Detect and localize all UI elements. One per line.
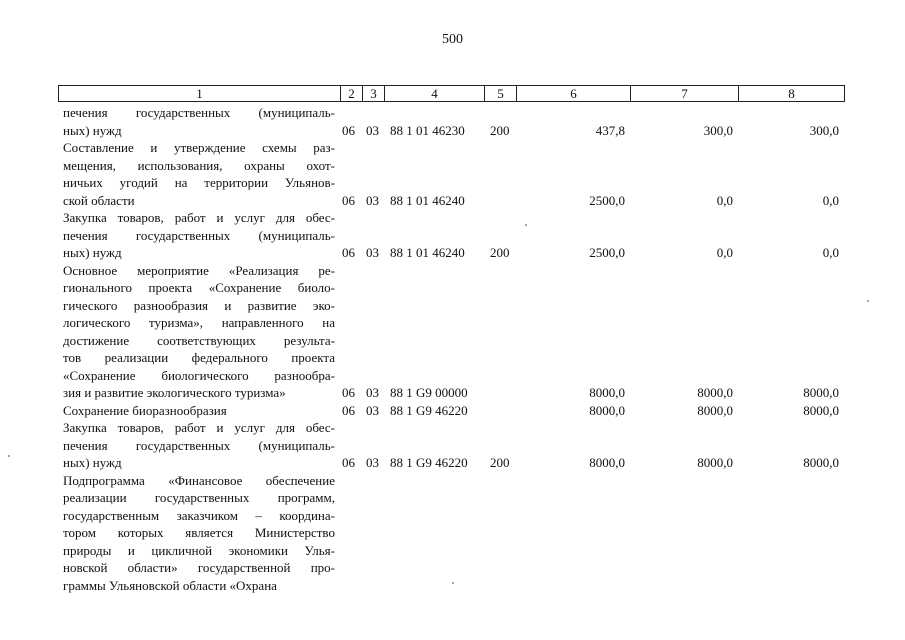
header-col-2: 2 — [341, 86, 363, 101]
cell-amount-col6: 437,8 — [595, 122, 625, 138]
row-values — [0, 122, 905, 140]
scan-speck — [452, 582, 454, 584]
row-values — [0, 402, 905, 420]
cell-subsection: 03 — [366, 245, 379, 260]
cell-amount-col7: 8000,0 — [697, 402, 733, 418]
description-line: печения государственных (муниципаль- — [63, 105, 335, 120]
description-line: ных) нужд — [63, 455, 122, 470]
description-line: гического разнообразия и развитие эко- — [63, 297, 335, 313]
cell-section: 06 — [342, 385, 355, 400]
table-row — [0, 104, 905, 139]
description-line: Закупка товаров, работ и услуг для обес- — [63, 420, 335, 435]
cell-target-article: 88 1 G9 46220 — [390, 402, 468, 418]
row-values — [0, 384, 905, 402]
row-values — [0, 244, 905, 262]
description-line: логического туризма», направленного на — [63, 315, 335, 330]
description-line: достижение соответствующих результа- — [63, 332, 335, 348]
table-row — [0, 472, 905, 595]
cell-amount-col6: 8000,0 — [589, 455, 625, 470]
table-row — [0, 262, 905, 402]
header-col-4: 4 — [385, 86, 485, 101]
table-row — [0, 402, 905, 420]
table-row — [0, 139, 905, 209]
cell-amount-col8: 300,0 — [809, 122, 839, 138]
cell-target-article: 88 1 G9 00000 — [390, 385, 468, 400]
cell-amount-col6: 2500,0 — [589, 245, 625, 260]
description-line: Подпрограмма «Финансовое обеспечение — [63, 472, 335, 488]
description-line: мещения, использования, охраны охот- — [63, 157, 335, 173]
cell-expense-type: 200 — [490, 455, 510, 470]
cell-target-article: 88 1 01 46240 — [390, 192, 465, 208]
header-col-3: 3 — [363, 86, 385, 101]
cell-amount-col8: 8000,0 — [803, 385, 839, 400]
cell-section: 06 — [342, 402, 355, 418]
cell-section: 06 — [342, 455, 355, 470]
cell-subsection: 03 — [366, 122, 379, 138]
row-description — [63, 262, 335, 402]
description-line: печения государственных (муниципаль- — [63, 437, 335, 453]
cell-subsection: 03 — [366, 385, 379, 400]
description-line: гионального проекта «Сохранение биоло- — [63, 280, 335, 295]
cell-amount-col7: 0,0 — [716, 245, 733, 260]
description-line: государственным заказчиком – координа- — [63, 507, 335, 523]
table-header-row — [58, 85, 845, 102]
description-line: Основное мероприятие «Реализация ре- — [63, 262, 335, 278]
cell-expense-type: 200 — [490, 245, 510, 260]
cell-amount-col8: 0,0 — [822, 192, 839, 208]
description-line: природы и цикличной экономики Улья- — [63, 542, 335, 558]
cell-section: 06 — [342, 245, 355, 260]
description-line: «Сохранение биологического разнообра- — [63, 367, 335, 383]
description-line: Закупка товаров, работ и услуг для обес- — [63, 210, 335, 225]
table-row — [0, 419, 905, 472]
description-line: ных) нужд — [63, 122, 122, 138]
description-line: реализации государственных программ, — [63, 490, 335, 505]
cell-amount-col6: 8000,0 — [589, 385, 625, 400]
cell-amount-col7: 0,0 — [716, 192, 733, 208]
cell-amount-col6: 8000,0 — [589, 402, 625, 418]
cell-subsection: 03 — [366, 455, 379, 470]
cell-subsection: 03 — [366, 402, 379, 418]
cell-target-article: 88 1 01 46240 — [390, 245, 465, 260]
cell-amount-col8: 8000,0 — [803, 455, 839, 470]
header-col-8: 8 — [788, 86, 795, 101]
scan-speck — [525, 224, 527, 226]
description-line: тов реализации федерального проекта — [63, 350, 335, 365]
description-line: ничьих угодий на территории Ульянов- — [63, 175, 335, 190]
header-col-7: 7 — [631, 86, 739, 101]
cell-target-article: 88 1 01 46230 — [390, 122, 465, 138]
row-values — [0, 577, 905, 595]
row-values — [0, 454, 905, 472]
cell-amount-col7: 8000,0 — [697, 385, 733, 400]
table-row — [0, 209, 905, 262]
description-line: Составление и утверждение схемы раз- — [63, 140, 335, 155]
description-line: зия и развитие экологического туризма» — [63, 385, 286, 400]
description-line: тором которых является Министерство — [63, 525, 335, 540]
cell-amount-col6: 2500,0 — [589, 192, 625, 208]
cell-amount-col8: 0,0 — [822, 245, 839, 260]
description-line: новской области» государственной про- — [63, 560, 335, 575]
cell-section: 06 — [342, 122, 355, 138]
description-line: ской области — [63, 192, 135, 208]
cell-subsection: 03 — [366, 192, 379, 208]
cell-amount-col7: 300,0 — [703, 122, 733, 138]
cell-target-article: 88 1 G9 46220 — [390, 455, 468, 470]
description-line: печения государственных (муниципаль- — [63, 227, 335, 243]
cell-amount-col8: 8000,0 — [803, 402, 839, 418]
header-col-6: 6 — [517, 86, 631, 101]
scan-speck — [867, 300, 869, 302]
header-col-5: 5 — [485, 86, 517, 101]
cell-amount-col7: 8000,0 — [697, 455, 733, 470]
description-line: граммы Ульяновской области «Охрана — [63, 577, 277, 593]
header-col-1: 1 — [59, 86, 341, 101]
scan-speck — [8, 455, 10, 457]
description-line: ных) нужд — [63, 245, 122, 260]
table-body — [0, 104, 905, 594]
cell-expense-type: 200 — [490, 122, 510, 138]
row-values — [0, 192, 905, 210]
page-number: 500 — [442, 32, 463, 47]
description-line: Сохранение биоразнообразия — [63, 402, 227, 418]
cell-section: 06 — [342, 192, 355, 208]
